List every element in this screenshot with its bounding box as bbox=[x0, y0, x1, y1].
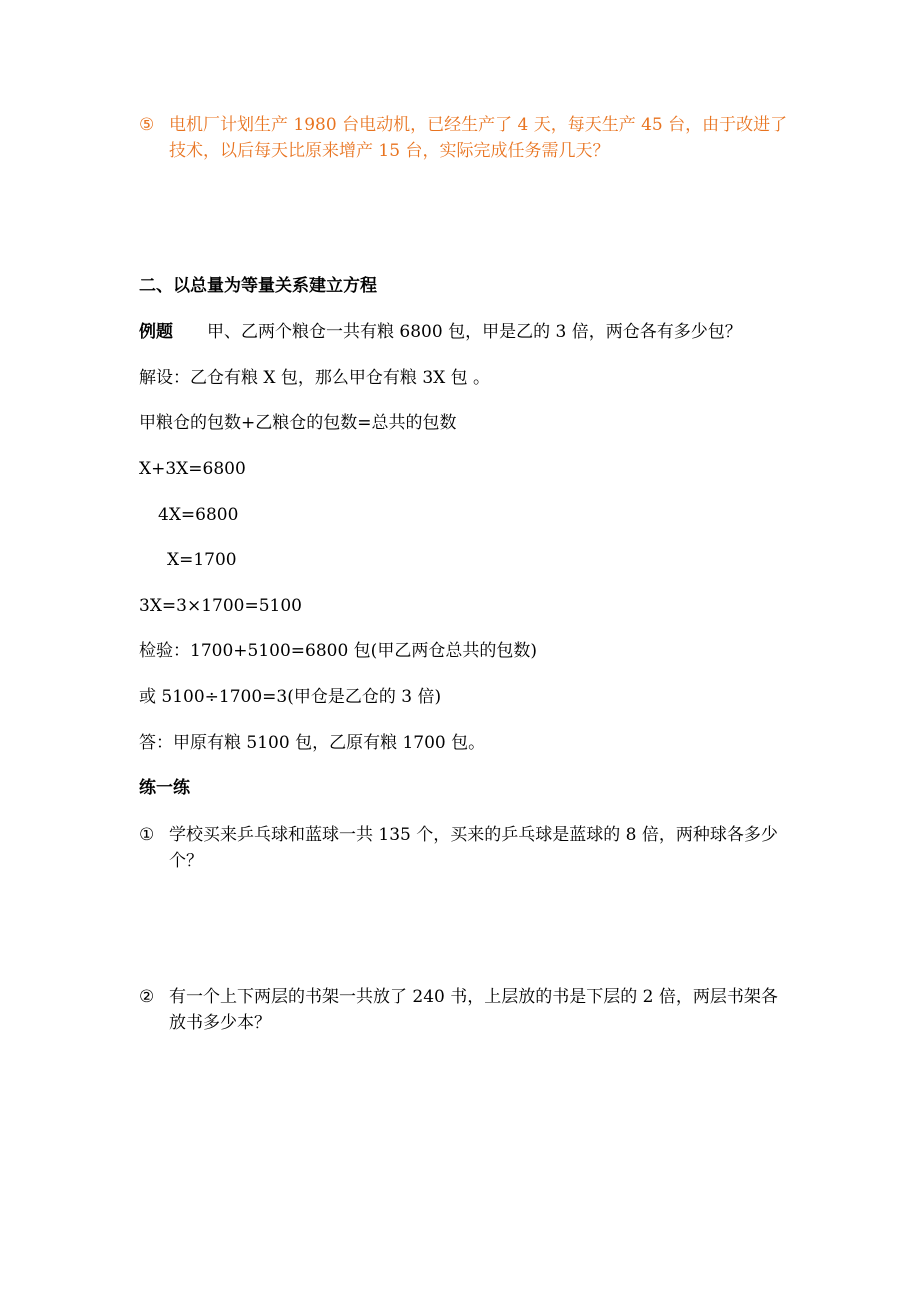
example-problem bbox=[139, 318, 742, 346]
practice-item bbox=[139, 822, 789, 874]
answer-line: 答：甲原有粮 5100 包，乙原有粮 1700 包。 bbox=[139, 733, 486, 753]
practice-text: 有一个上下两层的书架一共放了 240 书，上层放的书是下层的 2 倍，两层书架各放书多少本？ bbox=[169, 987, 778, 1033]
practice-number: ① bbox=[139, 825, 155, 845]
check-line: 或 5100÷1700=3(甲仓是乙仓的 3 倍) bbox=[139, 687, 442, 707]
practice-text: 学校买来乒乓球和蓝球一共 135 个，买来的乒乓球是蓝球的 8 倍，两种球各多少个？ bbox=[169, 825, 778, 871]
example-label: 例题 bbox=[139, 322, 173, 342]
problem-text: 电机厂计划生产 1980 台电动机，已经生产了 4 天，每天生产 45 台，由于改进了技术，以后每天比原来增产 15 台，实际完成任务需几天？ bbox=[169, 115, 788, 161]
section-heading: 二、以总量为等量关系建立方程 bbox=[139, 276, 377, 296]
equation-line: X+3X=6800 bbox=[139, 459, 246, 479]
equation-line: 4X=6800 bbox=[158, 505, 239, 525]
check-line: 检验：1700+5100=6800 包(甲乙两仓总共的包数) bbox=[139, 641, 537, 661]
solution-line: 甲粮仓的包数+乙粮仓的包数=总共的包数 bbox=[139, 413, 457, 433]
practice-heading: 练一练 bbox=[139, 778, 190, 798]
equation-line: 3X=3×1700=5100 bbox=[139, 596, 302, 616]
equation-line: X=1700 bbox=[167, 550, 237, 570]
problem-5 bbox=[139, 112, 789, 164]
solution-line: 解设：乙仓有粮 X 包，那么甲仓有粮 3X 包 。 bbox=[139, 368, 491, 388]
practice-item bbox=[139, 984, 789, 1036]
problem-number: ⑤ bbox=[139, 115, 155, 135]
example-text: 甲、乙两个粮仓一共有粮 6800 包，甲是乙的 3 倍，两仓各有多少包？ bbox=[207, 322, 742, 342]
practice-number: ② bbox=[139, 987, 155, 1007]
